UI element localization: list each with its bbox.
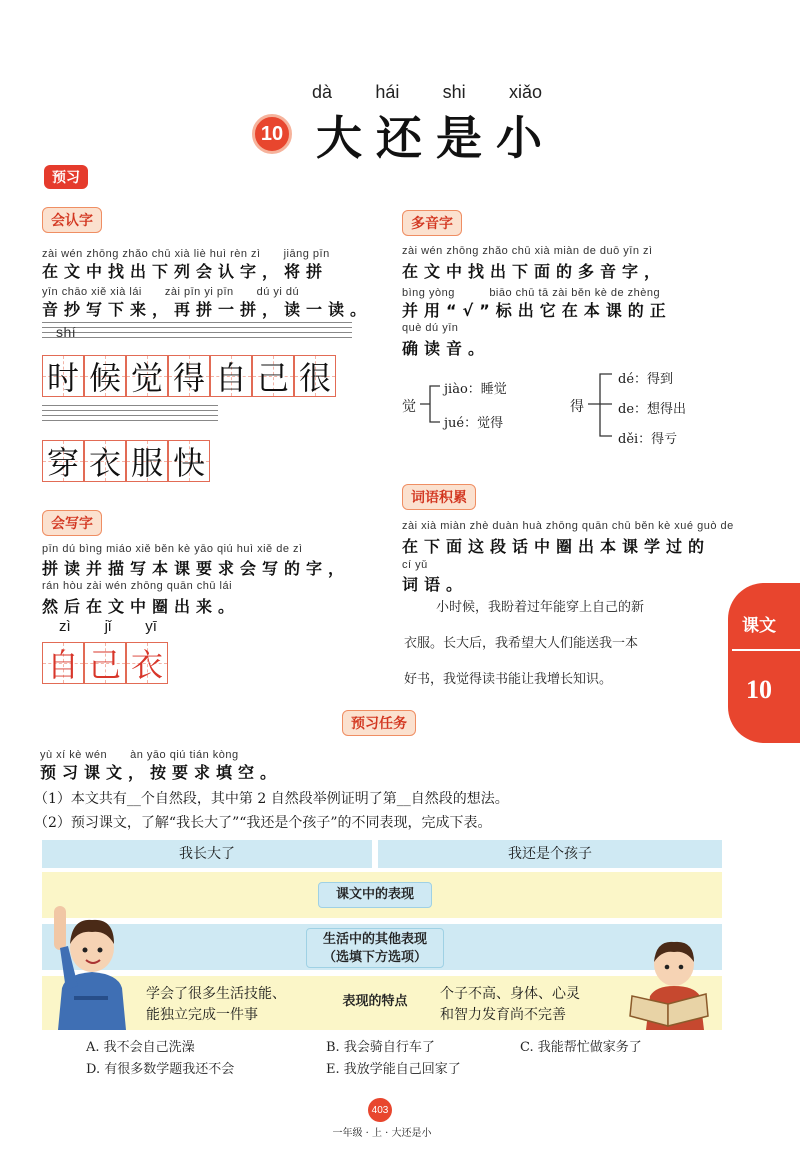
title-pinyin-3: shi	[442, 82, 466, 102]
pinyin-writing-lines-1	[42, 322, 352, 338]
right-feature-line-2: 和智力发育尚不完善	[440, 1007, 566, 1023]
write-grid-row	[42, 642, 168, 684]
char-cell: 很	[294, 355, 336, 397]
polyphone-pinyin-2: bìng yòng biāo chū tā zài běn kè de zhèng	[402, 287, 661, 299]
task-tag: 预习任务	[342, 710, 416, 736]
recognize-grid-row-2	[42, 440, 210, 482]
polyphone-char-jue: 觉	[402, 399, 416, 415]
de-option-3: děi：得亏	[618, 432, 678, 447]
de-option-1: dé：得到	[618, 372, 674, 387]
vocab-pinyin-2: cí yǔ	[402, 559, 428, 571]
char-cell: 己	[84, 642, 126, 684]
recognize-instruction-2: 音抄写下来，再拼一拼，读一读。	[42, 300, 373, 319]
char-cell: 得	[168, 355, 210, 397]
char-cell: 觉	[126, 355, 168, 397]
char-cell: 穿	[42, 440, 84, 482]
vocab-paragraph-line-2: 衣服。长大后，我希望大人们能送我一本	[404, 636, 639, 651]
polyphone-tag: 多音字	[402, 210, 462, 236]
write-instruction-2: 然后在文中圈出来。	[42, 597, 241, 616]
boy-raising-hand-illustration	[44, 900, 136, 1030]
vocab-instruction-1: 在下面这段话中圈出本课学过的	[402, 537, 711, 556]
recognize-pinyin-2: yīn chāo xiě xià lái zài pīn yi pīn dú yi dú	[42, 286, 300, 298]
row-label-text: 课文中的表现	[318, 882, 432, 908]
write-pinyin-row	[42, 618, 174, 635]
char-cell: 自	[210, 355, 252, 397]
vocab-pinyin-1: zài xià miàn zhè duàn huà zhōng quān chū běn kè xué guò de	[402, 520, 734, 532]
side-tab-number: 10	[746, 675, 772, 704]
char-cell: 衣	[84, 440, 126, 482]
de-option-2: de：想得出	[618, 402, 687, 417]
char-cell: 己	[252, 355, 294, 397]
title-pinyin-2: hái	[375, 82, 400, 102]
task-instruction: 预习课文，按要求填空。	[40, 763, 283, 782]
lesson-title: 大还是小	[316, 111, 556, 165]
recognize-grid-row-1	[42, 355, 336, 397]
write-pinyin-ji: jǐ	[104, 618, 112, 635]
task-question-1: （1）本文共有__个自然段，其中第 2 自然段举例证明了第__自然段的想法。	[34, 791, 509, 807]
brace-jue	[418, 378, 442, 430]
write-tag: 会写字	[42, 510, 102, 536]
vocab-tag: 词语积累	[402, 484, 476, 510]
vocab-instruction-2: 词语。	[402, 575, 469, 594]
table-header-right-label: 我还是个孩子	[508, 846, 592, 862]
title-pinyin	[312, 82, 542, 103]
row-label-life-2: （选填下方选项）	[322, 950, 427, 965]
side-tab-label: 课文	[742, 616, 776, 636]
boy-reading-illustration	[622, 934, 722, 1030]
polyphone-pinyin-1: zài wén zhōng zhǎo chū xià miàn de duō yīn zì	[402, 245, 653, 257]
title-pinyin-4: xiǎo	[508, 82, 542, 102]
task-pinyin: yù xí kè wén àn yāo qiú tián kòng	[40, 749, 239, 761]
option-c: C. 我能帮忙做家务了	[520, 1040, 642, 1055]
lesson-number-badge: 10	[252, 114, 292, 154]
task-question-2: （2）预习课文，了解“我长大了”“我还是个孩子”的不同表现，完成下表。	[34, 815, 492, 831]
polyphone-pinyin-3: què dú yīn	[402, 322, 459, 334]
option-a: A. 我不会自己洗澡	[86, 1040, 195, 1055]
char-cell: 快	[168, 440, 210, 482]
right-feature-line-1: 个子不高、身体、心灵	[440, 986, 580, 1002]
side-tab[interactable]	[728, 583, 800, 743]
recognize-tag: 会认字	[42, 207, 102, 233]
recognize-pinyin-1: zài wén zhōng zhǎo chū xià liè huì rèn zì jiāng pīn	[42, 248, 330, 260]
left-feature-line-1: 学会了很多生活技能、	[146, 986, 286, 1002]
page-number: 403	[368, 1098, 392, 1122]
jue-option-1: jiào：睡觉	[444, 382, 507, 397]
write-pinyin-zi: zì	[58, 618, 71, 635]
preview-tag: 预习	[44, 165, 88, 189]
polyphone-char-de: 得	[570, 399, 584, 415]
char-cell: 服	[126, 440, 168, 482]
option-b: B. 我会骑自行车了	[326, 1040, 435, 1055]
recognize-instruction-1: 在文中找出下列会认字，将拼	[42, 262, 329, 281]
table-header-left	[42, 840, 372, 868]
row-label-life	[306, 928, 444, 968]
char-cell: 候	[84, 355, 126, 397]
write-pinyin-2: rán hòu zài wén zhōng quān chū lái	[42, 580, 233, 592]
write-instruction-1: 拼读并描写本课要求会写的字，	[42, 559, 351, 578]
row-label-life-1: 生活中的其他表现	[322, 932, 427, 947]
left-feature-line-2: 能独立完成一件事	[146, 1007, 258, 1023]
polyphone-instruction-3: 确读音。	[402, 339, 491, 358]
option-d: D. 有很多数学题我还不会	[86, 1062, 235, 1077]
char-cell: 时	[42, 355, 84, 397]
char-cell: 自	[42, 642, 84, 684]
write-pinyin-1: pīn dú bìng miáo xiě běn kè yāo qiú huì xiě de zì	[42, 543, 303, 555]
jue-option-2: jué：觉得	[444, 416, 504, 431]
vocab-paragraph-line-1: 小时候，我盼着过年能穿上自己的新	[436, 600, 645, 615]
char-cell: 衣	[126, 642, 168, 684]
polyphone-instruction-1: 在文中找出下面的多音字，	[402, 262, 667, 281]
brace-de	[586, 366, 614, 442]
pinyin-writing-lines-2	[42, 405, 218, 421]
option-e: E. 我放学能自己回家了	[326, 1062, 461, 1077]
footer-caption: 一年级 · 上 · 大还是小	[332, 1128, 432, 1139]
vocab-paragraph-line-3: 好书，我觉得读书能让我增长知识。	[404, 672, 613, 687]
row-label-feature: 表现的特点	[342, 994, 408, 1009]
sample-pinyin: shí	[56, 324, 77, 340]
write-pinyin-yi: yī	[145, 618, 157, 635]
side-tab-divider	[732, 649, 800, 651]
table-header-left-label: 我长大了	[179, 846, 235, 862]
table-header-right	[378, 840, 722, 868]
title-pinyin-1: dà	[312, 82, 333, 102]
polyphone-instruction-2: 并用“√”标出它在本课的正	[402, 301, 672, 320]
